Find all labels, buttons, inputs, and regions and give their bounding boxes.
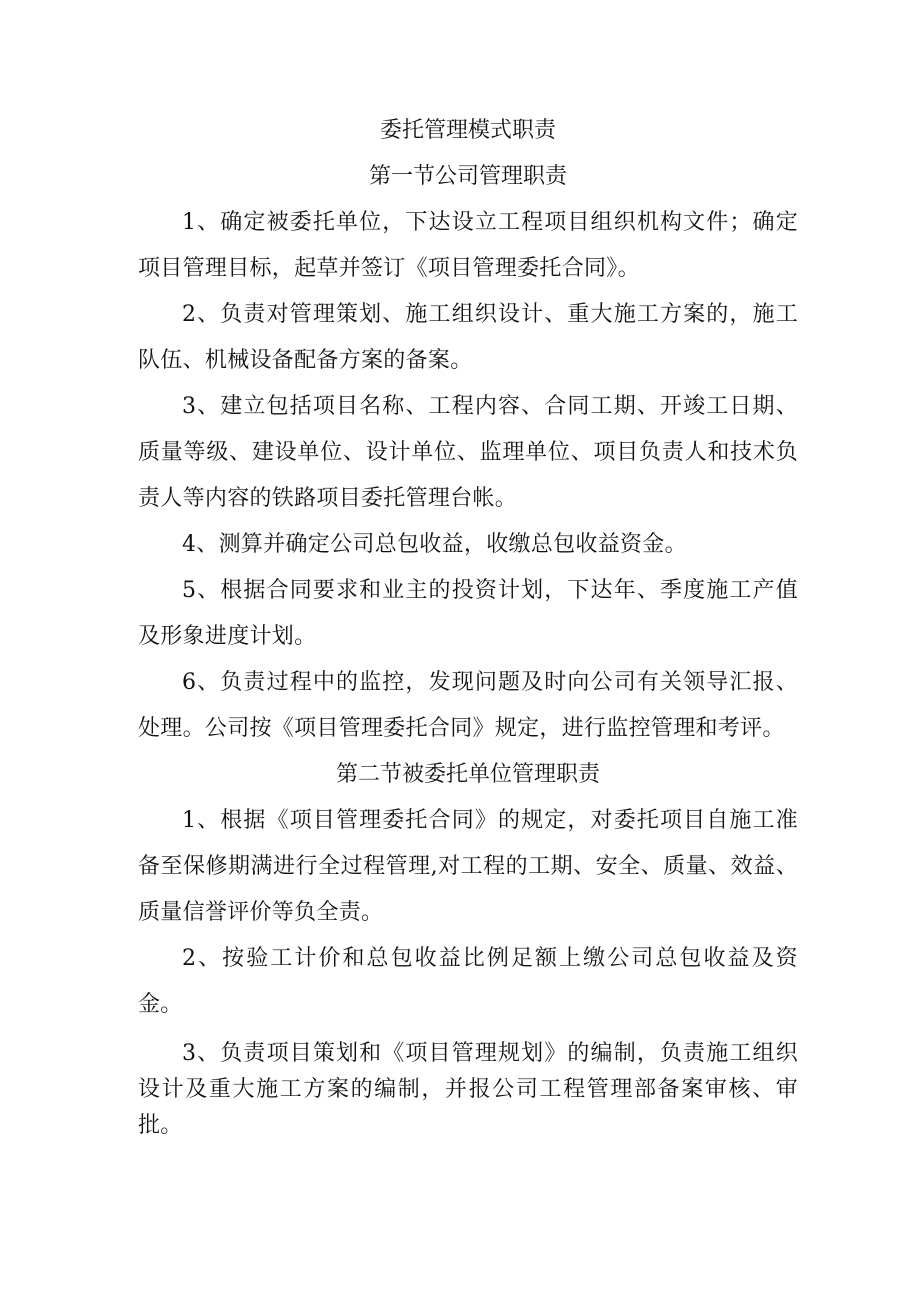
paragraph: 5、根据合同要求和业主的投资计划，下达年、季度施工产值及形象进度计划。 [138, 578, 798, 649]
paragraph: 1、确定被委托单位，下达设立工程项目组织机构文件；确定项目管理目标，起草并签订《项目管理委托合同》。 [138, 210, 798, 281]
document-title: 委托管理模式职责 [379, 118, 556, 143]
paragraph: 2、按验工计价和总包收益比例足额上缴公司总包收益及资金。 [138, 946, 798, 1017]
section-heading-1: 第一节公司管理职责 [368, 164, 567, 189]
document-body [138, 108, 798, 1144]
paragraph: 3、建立包括项目名称、工程内容、合同工期、开竣工日期、质量等级、建设单位、设计单位、监理单位、项目负责人和技术负责人等内容的铁路项目委托管理台帐。 [138, 394, 798, 511]
paragraph: 3、负责项目策划和《项目管理规划》的编制，负责施工组织设计及重大施工方案的编制，并报公司工程管理部备案审核、审批。 [138, 1041, 798, 1138]
paragraph: 4、测算并确定公司总包收益，收缴总包收益资金。 [182, 532, 687, 557]
section-heading-2: 第二节被委托单位管理职责 [335, 762, 600, 787]
paragraph: 6、负责过程中的监控，发现问题及时向公司有关领导汇报、处理。公司按《项目管理委托合同》规定，进行监控管理和考评。 [138, 670, 798, 741]
paragraph: 2、负责对管理策划、施工组织设计、重大施工方案的，施工队伍、机械设备配备方案的备案。 [138, 302, 798, 373]
paragraph: 1、根据《项目管理委托合同》的规定，对委托项目自施工准备至保修期满进行全过程管理,对工程的工期、安全、质量、效益、质量信誉评价等负全责。 [138, 808, 798, 925]
